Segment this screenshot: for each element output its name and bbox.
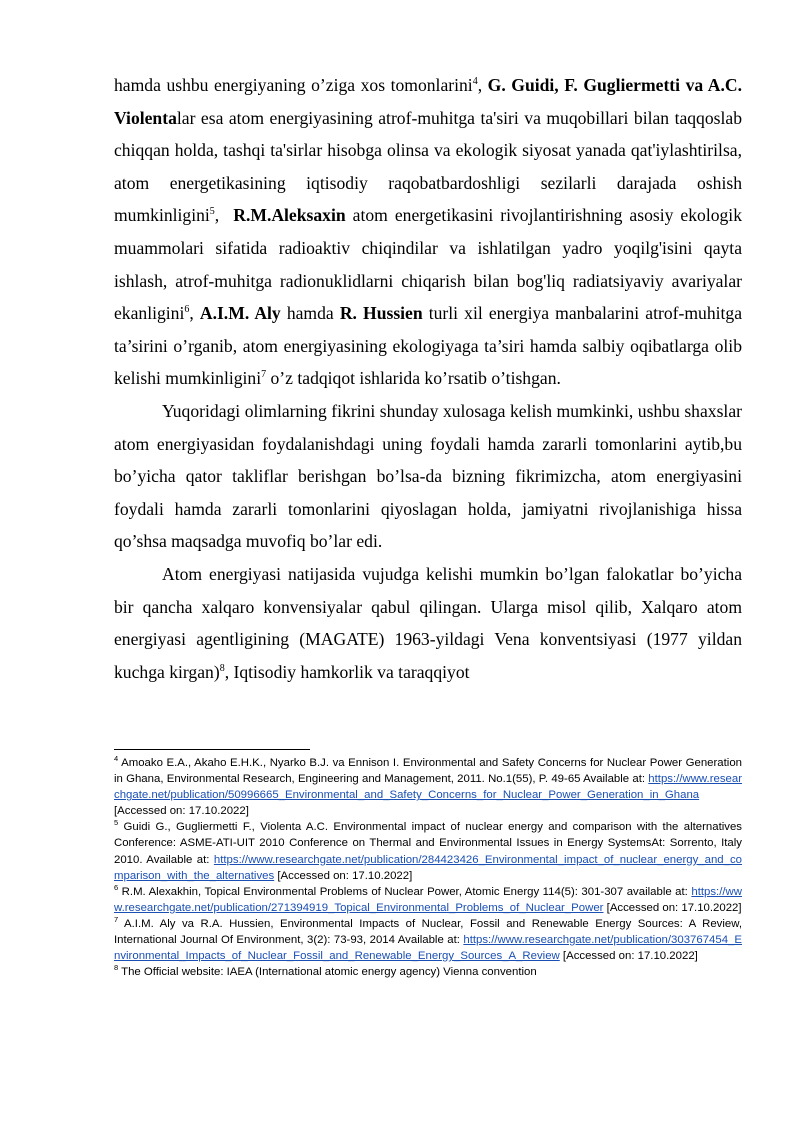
- footnote-4: [114, 755, 742, 819]
- footnote-text: The Official website: IAEA (International atomic energy agency) Vienna convention: [118, 966, 537, 979]
- author-name: G. Guidi, F. Gugliermetti va A.C. Violenta: [114, 75, 742, 128]
- footnote-link[interactable]: https://www.researchgate.net/publication/50996665_Environmental_and_Safety_Concerns_for_Nuclear_Power_Generation_in_Ghana: [114, 773, 742, 802]
- author-name: R. Hussien: [339, 303, 423, 324]
- footnote-6: [114, 884, 742, 916]
- footnote-8: [114, 964, 742, 980]
- footnote-7: [114, 916, 742, 964]
- footnote-link[interactable]: https://www.researchgate.net/publication/271394919_Topical_Environmental_Problems_of_Nuclear_Power: [114, 885, 742, 914]
- author-name: A.I.M. Aly: [199, 303, 281, 324]
- body-text: [114, 69, 742, 688]
- text-run: ,: [214, 205, 234, 226]
- paragraph-1: [114, 69, 742, 395]
- footnote-text: A.I.M. Aly va R.A. Hussien, Environmental Impacts of Nuclear, Fossil and Renewable Energy Sources: A Review, International Journal Of Environment, 3(2): 73-93, 2014 Available at:: [114, 917, 742, 947]
- footnote-accessed: [Accessed on: 17.10.2022]: [274, 869, 413, 882]
- footnote-text: R.M. Alexakhin, Topical Environmental Problems of Nuclear Power, Atomic Energy 114(5): 301-307 available at:: [118, 885, 692, 898]
- text-run: lar esa atom energiyasining atrof-muhitga ta'siri va muqobillari bilan taqqoslab chiqqan holda, tashqi ta'sirlar hisobga olinsa va ekologik siyosat yanada qat'iylashtirilsa, atom energetikasining iqtisodiy raqobatbardoshligi sezilarli darajada oshish mumkinligini: [114, 107, 742, 226]
- footnote-ref[interactable]: 5: [209, 206, 215, 218]
- footnote-separator: [114, 749, 310, 750]
- footnote-5: [114, 819, 742, 883]
- footnote-ref[interactable]: 7: [261, 369, 267, 381]
- footnote-link[interactable]: https://www.researchgate.net/publication/284423426_Environmental_impact_of_nuclear_energy_and_comparison_with_the_alternatives: [114, 853, 742, 882]
- text-run: ,: [477, 75, 488, 95]
- footnote-accessed: [Accessed on: 17.10.2022]: [603, 901, 742, 914]
- footnote-accessed: [Accessed on: 17.10.2022]: [114, 805, 249, 818]
- text-run: atom energetikasini rivojlantirishning asosiy ekologik muammolari sifatida radioaktiv chiqindilar va ishlatilgan yadro yoqilg'isini qayta ishlash, atrof-muhitga radionuklidlarni chiqarish bilan bog'liq radiatsiyaviy avariyalar ekanligini: [114, 205, 742, 324]
- paragraph-3: [114, 558, 742, 688]
- text-run: turli xil energiya manbalarini atrof-muhitga ta’sirini o’rganib, atom energiyasining ekologiyaga ta’siri hamda salbiy oqibatlarga olib kelishi mumkinligini: [114, 303, 743, 389]
- paragraph-2: Yuqoridagi olimlarning fikrini shunday xulosaga kelish mumkinki, ushbu shaxslar atom energiyasidan foydalanishdagi uning foydali hamda zararli tomonlarini aytib,bu bo’yicha qator takliflar berishgan bo’lsa-da bizning fikrimizcha, atom energiyasini foydali hamda zararli tomonlarini qiyoslagan holda, jamiyatni rivojlanishiga hissa qo’shsa maqsadga muvofiq bo’lar edi.: [114, 400, 742, 552]
- author-name: R.M.Aleksaxin: [233, 205, 346, 226]
- footnote-ref[interactable]: 4: [472, 76, 478, 88]
- footnote-number: 5: [114, 818, 119, 828]
- footnote-link[interactable]: https://www.researchgate.net/publication/303767454_Environmental_Impacts_of_Nuclear_Fossil_and_Renewable_Energy_Sources_A_Review: [114, 934, 742, 963]
- text-run: hamda: [280, 303, 340, 324]
- text-run: , Iqtisodiy hamkorlik va taraqqiyot: [224, 661, 470, 682]
- text-run: Atom energiyasi natijasida vujudga kelishi mumkin bo’lgan falokatlar bo’yicha bir qancha xalqaro konvensiyalar qabul qilingan. Ularga misol qilib, Xalqaro atom energiyasi agentligining (MAGATE) 1963-yildagi Vena konventsiyasi (1977 yildan kuchga kirgan): [114, 563, 742, 682]
- footnote-ref[interactable]: 8: [219, 662, 225, 674]
- footnote-accessed: [Accessed on: 17.10.2022]: [559, 950, 698, 963]
- footnote-text: Guidi G., Gugliermetti F., Violenta A.C. Environmental impact of nuclear energy and comparison with the alternatives Conference: ASME-ATI-UIT 2010 Conference on Thermal and Environmental Issues in Energy SystemsAt: Sorrento, Italy 2010. Available at:: [114, 821, 742, 866]
- footnote-number: 8: [114, 963, 119, 973]
- footnote-ref[interactable]: 6: [184, 304, 190, 316]
- footnote-number: 7: [114, 915, 119, 925]
- footnote-number: 6: [114, 882, 119, 892]
- text-run: hamda ushbu energiyaning o’ziga xos tomonlarini: [114, 75, 473, 95]
- text-run: ,: [189, 303, 200, 324]
- footnote-text: Amoako E.A., Akaho E.H.K., Nyarko B.J. va Ennison I. Environmental and Safety Concerns for Nuclear Power Generation in Ghana, Environmental Research, Engineering and Management, 2011. No.1(55), P. 49-65 Available at:: [114, 757, 742, 786]
- footnotes: [114, 755, 742, 980]
- text-run: o’z tadqiqot ishlarida ko’rsatib o’tishgan.: [266, 368, 561, 389]
- footnote-number: 4: [114, 754, 119, 764]
